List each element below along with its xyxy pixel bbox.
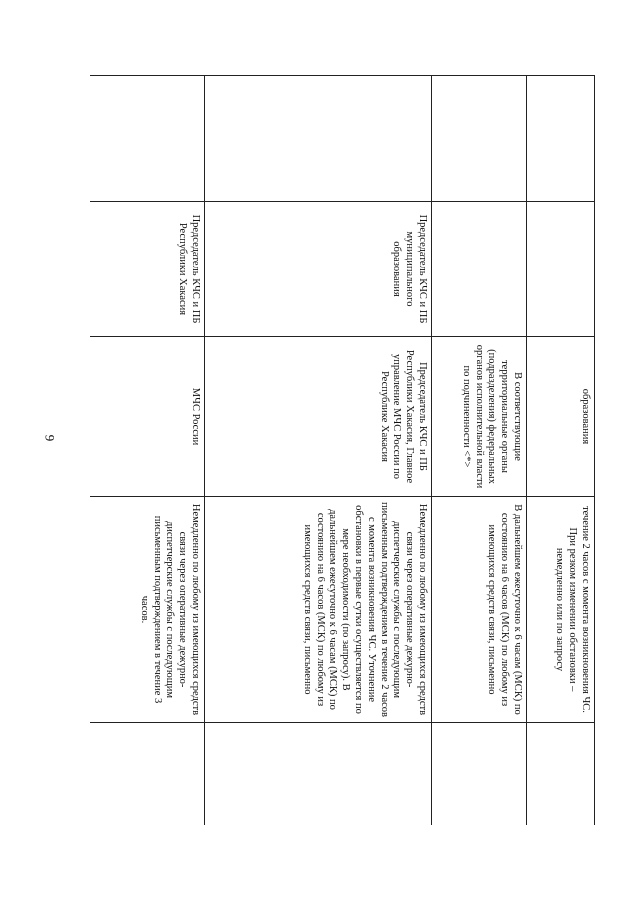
extra-cell (205, 723, 432, 826)
reporter-cell (527, 202, 595, 337)
recipient-cell: Председатель КЧС и ПБ Республики Хакасия, Главное управление МЧС России по Республике Хакасия (205, 337, 432, 497)
reporter-cell: Председатель КЧС и ПБ Республики Хакасия (90, 202, 205, 337)
timing-cell: Немедленно по любому из имеющихся средств связи через оперативные дежурно-диспетчерские службы с последующим письменным подтверждением в течение 2 часов с момента возникновения ЧС. Уточнение обстановки в первые сутки осуществляется по мере необходимости (по запросу). В дальнейшем ежесуточно к 6 часам (МСК) по состоянию на 6 часов (МСК) по любому из имеющихся средств связи, письменно (205, 497, 432, 723)
status-cell (205, 76, 432, 202)
table-viewport (90, 75, 595, 825)
report-schedule-table (90, 75, 595, 825)
status-cell (527, 76, 595, 202)
table-row (432, 76, 527, 826)
timing-cell: В дальнейшем ежесуточно к 6 часам (МСК) по состоянию на 6 часов (МСК) по любому из имеющихся средств связи, письменно (432, 497, 527, 723)
recipient-cell: МЧС России (90, 337, 205, 497)
extra-cell (527, 723, 595, 826)
recipient-cell: образования (527, 337, 595, 497)
status-cell (90, 76, 205, 202)
page-number: 9 (42, 434, 58, 442)
reporter-cell: Председатель КЧС и ПБ муниципального образования (205, 202, 432, 337)
table-row (527, 76, 595, 826)
table-row (90, 76, 205, 826)
recipient-cell: В соответствующие территориальные органы (подразделения) федеральных органов исполнительной власти по подчиненности <*> (432, 337, 527, 497)
timing-cell: Немедленно по любому из имеющихся средств связи через оперативные дежурно-диспетчерские службы с последующим письменным подтверждением в течение 3 часов. (90, 497, 205, 723)
status-cell (432, 76, 527, 202)
extra-cell (432, 723, 527, 826)
extra-cell (90, 723, 205, 826)
table-row (205, 76, 432, 826)
reporter-cell (432, 202, 527, 337)
timing-cell: течение 2 часов с момента возникновения ЧС. При резком изменении обстановки – немедленно или по запросу (527, 497, 595, 723)
